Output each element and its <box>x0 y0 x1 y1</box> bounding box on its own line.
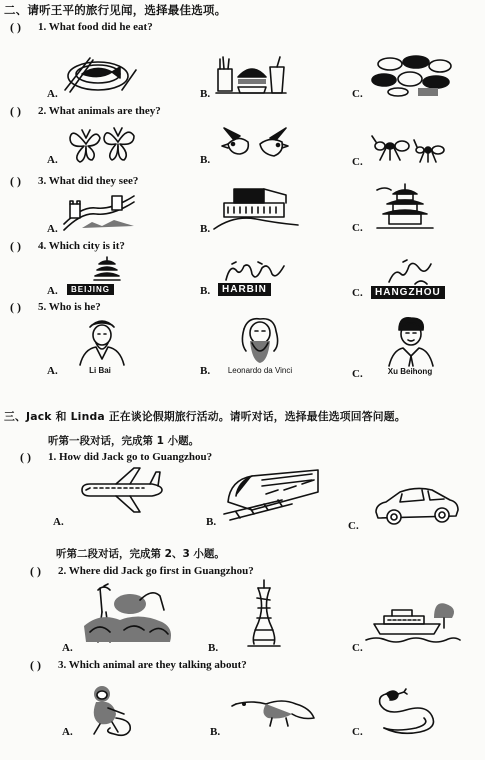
option-letter: A. <box>53 516 64 528</box>
snake-icon[interactable] <box>376 686 446 738</box>
option-letter: A. <box>47 285 58 297</box>
question-3-3: 3. Which animal are they talking about? <box>58 659 247 671</box>
city-label-harbin: HARBIN <box>218 283 271 296</box>
anteater-icon[interactable] <box>232 690 318 730</box>
option-letter: C. <box>352 287 363 299</box>
potala-palace-icon[interactable] <box>214 185 299 230</box>
butterflies-icon[interactable] <box>68 124 138 166</box>
option-letter: B. <box>200 154 211 166</box>
fast-food-icon[interactable] <box>214 55 289 97</box>
canton-tower-icon[interactable] <box>246 578 282 648</box>
li-bai-portrait-icon <box>76 317 128 365</box>
option-letter: B. <box>200 285 211 297</box>
option-letter: C. <box>352 726 363 738</box>
section-2-title: 二、请听王平的旅行见闻，选择最佳选项。 <box>4 3 227 17</box>
option-letter: C. <box>348 520 359 532</box>
temple-of-heaven-icon <box>92 256 122 282</box>
option-letter: A. <box>47 88 58 100</box>
birds-icon[interactable] <box>220 124 290 166</box>
part-1-instruction: 听第一段对话，完成第 1 小题。 <box>48 435 200 447</box>
answer-blank[interactable]: ( ) <box>30 658 41 672</box>
option-letter: C. <box>352 88 363 100</box>
section-3-title: 三、Jack 和 Linda 正在谈论假期旅行活动。请听对话，选择最佳选项回答问题。 <box>4 410 406 423</box>
river-cruise-icon[interactable] <box>364 598 460 646</box>
fish-dish-icon[interactable] <box>60 50 140 95</box>
answer-blank[interactable]: ( ) <box>10 239 21 253</box>
city-label-hangzhou: HANGZHOU <box>371 286 445 299</box>
option-letter: B. <box>210 726 221 738</box>
question-2-1: 1. What food did he eat? <box>38 21 153 33</box>
zoo-icon[interactable] <box>80 582 176 646</box>
part-2-instruction: 听第二段对话，完成第 2、3 小题。 <box>56 548 225 560</box>
option-letter: A. <box>62 642 73 654</box>
answer-blank[interactable]: ( ) <box>30 564 41 578</box>
option-letter: A. <box>47 223 58 235</box>
answer-blank[interactable]: ( ) <box>10 300 21 314</box>
dim-sum-icon[interactable] <box>370 52 455 97</box>
option-letter: B. <box>200 88 211 100</box>
train-icon[interactable] <box>222 466 322 524</box>
question-3-2: 2. Where did Jack go first in Guangzhou? <box>58 565 254 577</box>
option-letter: B. <box>206 516 217 528</box>
answer-blank[interactable]: ( ) <box>10 20 21 34</box>
option-letter: C. <box>352 368 363 380</box>
person-name-li-bai: Li Bai <box>89 366 111 375</box>
city-label-beijing: BEIJING <box>67 284 114 295</box>
great-wall-icon[interactable] <box>62 192 137 232</box>
person-name-da-vinci: Leonardo da Vinci <box>227 366 293 375</box>
question-2-3: 3. What did they see? <box>38 175 139 187</box>
yellow-crane-tower-icon[interactable] <box>375 182 435 232</box>
option-letter: A. <box>47 365 58 377</box>
answer-blank[interactable]: ( ) <box>20 450 31 464</box>
option-letter: C. <box>352 642 363 654</box>
option-letter: C. <box>352 222 363 234</box>
ants-icon[interactable] <box>372 134 452 166</box>
hangzhou-logo-icon <box>385 258 435 286</box>
da-vinci-portrait-icon <box>234 315 286 365</box>
harbin-logo-icon <box>222 260 287 282</box>
option-letter: A. <box>47 154 58 166</box>
xu-beihong-portrait-icon <box>385 316 437 366</box>
question-3-1: 1. How did Jack go to Guangzhou? <box>48 451 213 463</box>
question-2-5: 5. Who is he? <box>38 301 101 313</box>
airplane-icon[interactable] <box>78 466 166 516</box>
car-icon[interactable] <box>372 484 460 526</box>
option-letter: B. <box>208 642 219 654</box>
person-name-xu-beihong: Xu Beihong <box>387 367 433 376</box>
option-letter: A. <box>62 726 73 738</box>
option-letter: B. <box>200 223 211 235</box>
monkey-icon[interactable] <box>84 684 140 740</box>
question-2-2: 2. What animals are they? <box>38 105 161 117</box>
option-letter: B. <box>200 365 211 377</box>
option-letter: C. <box>352 156 363 168</box>
answer-blank[interactable]: ( ) <box>10 104 21 118</box>
question-2-4: 4. Which city is it? <box>38 240 125 252</box>
answer-blank[interactable]: ( ) <box>10 174 21 188</box>
